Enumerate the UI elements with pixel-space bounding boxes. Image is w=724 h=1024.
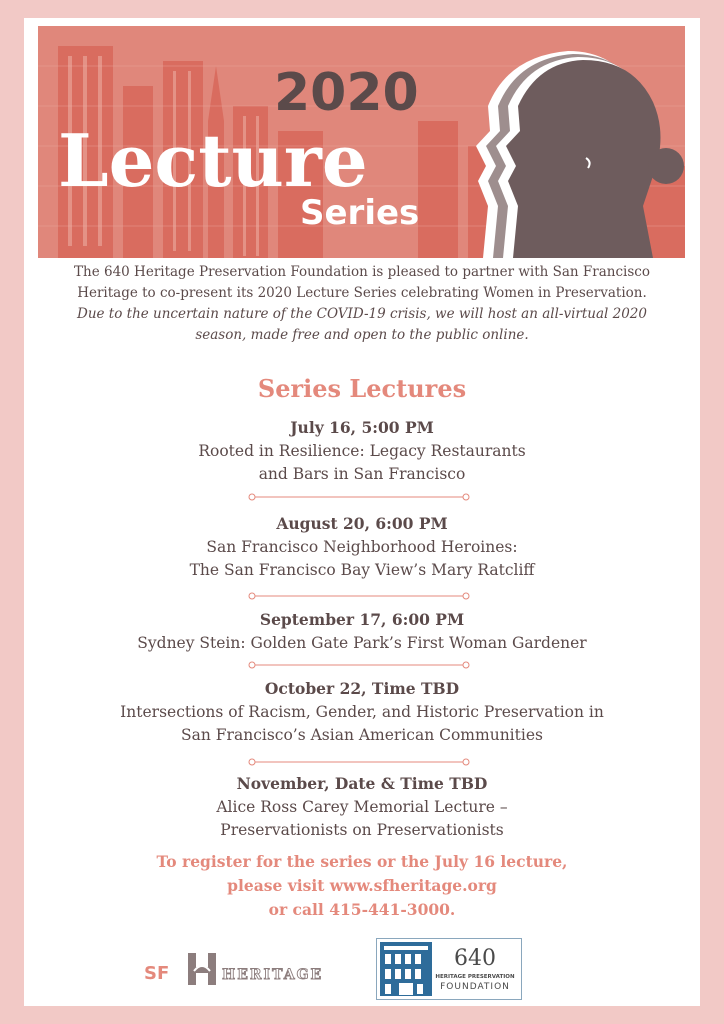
divider bbox=[247, 591, 471, 601]
intro-paragraph bbox=[42, 262, 682, 346]
640-foundation-logo bbox=[376, 938, 522, 1000]
intro-line-italic: season, made free and open to the public online. bbox=[195, 327, 529, 343]
lecture-date: November, Date & Time TBD bbox=[236, 774, 488, 793]
lecture-title-line: Intersections of Racism, Gender, and Historic Preservation in bbox=[120, 703, 604, 721]
lecture-title-line: Alice Ross Carey Memorial Lecture – bbox=[216, 798, 508, 816]
lecture-title-line: Sydney Stein: Golden Gate Park’s First Woman Gardener bbox=[137, 634, 587, 652]
intro-line: The 640 Heritage Preservation Foundation is pleased to partner with San Francisco bbox=[74, 264, 650, 280]
logo-line1: HERITAGE PRESERVATION bbox=[435, 974, 515, 980]
sf-heritage-logo bbox=[144, 949, 354, 989]
lecture-date: August 20, 6:00 PM bbox=[276, 514, 448, 533]
cta-line: To register for the series or the July 16 lecture, bbox=[156, 852, 568, 871]
divider bbox=[247, 660, 471, 670]
lecture-item bbox=[24, 608, 700, 655]
lecture-item bbox=[24, 772, 700, 842]
lecture-date: September 17, 6:00 PM bbox=[259, 610, 465, 629]
lecture-title-line: The San Francisco Bay View’s Mary Ratcliff bbox=[189, 561, 535, 579]
lecture-title-line: Rooted in Resilience: Legacy Restaurants bbox=[198, 442, 526, 460]
logo-line2: FOUNDATION bbox=[440, 982, 510, 992]
intro-line-italic: Due to the uncertain nature of the COVID-19 crisis, we will host an all-virtual 2020 bbox=[77, 306, 647, 322]
lecture-title-line: Preservationists on Preservationists bbox=[220, 821, 504, 839]
lecture-date: July 16, 5:00 PM bbox=[290, 418, 434, 437]
divider bbox=[247, 757, 471, 767]
banner-word-lecture: Lecture bbox=[58, 118, 368, 203]
intro-line: Heritage to co-present its 2020 Lecture Series celebrating Women in Preservation. bbox=[77, 285, 647, 301]
divider bbox=[247, 492, 471, 502]
series-heading: Series Lectures bbox=[257, 374, 467, 403]
cta-line[interactable]: please visit www.sfheritage.org bbox=[227, 876, 497, 895]
poster bbox=[24, 18, 700, 1006]
logo-number: 640 bbox=[454, 946, 496, 971]
svg-text:SF: SF bbox=[144, 963, 170, 984]
lecture-item bbox=[24, 416, 700, 486]
lecture-title-line: San Francisco’s Asian American Communities bbox=[181, 726, 543, 744]
lecture-item bbox=[24, 512, 700, 582]
lecture-title-line: San Francisco Neighborhood Heroines: bbox=[206, 538, 518, 556]
registration-info bbox=[24, 850, 700, 922]
building-icon bbox=[377, 939, 521, 999]
lecture-title-line: and Bars in San Francisco bbox=[258, 465, 466, 483]
skyline-illustration bbox=[38, 26, 685, 258]
banner-word-series: Series bbox=[300, 193, 420, 233]
lecture-item bbox=[24, 677, 700, 747]
banner-year: 2020 bbox=[274, 63, 419, 123]
banner bbox=[38, 26, 685, 258]
cta-line: or call 415-441-3000. bbox=[268, 900, 456, 919]
lecture-date: October 22, Time TBD bbox=[264, 679, 460, 698]
svg-text:HERITAGE: HERITAGE bbox=[222, 967, 324, 983]
